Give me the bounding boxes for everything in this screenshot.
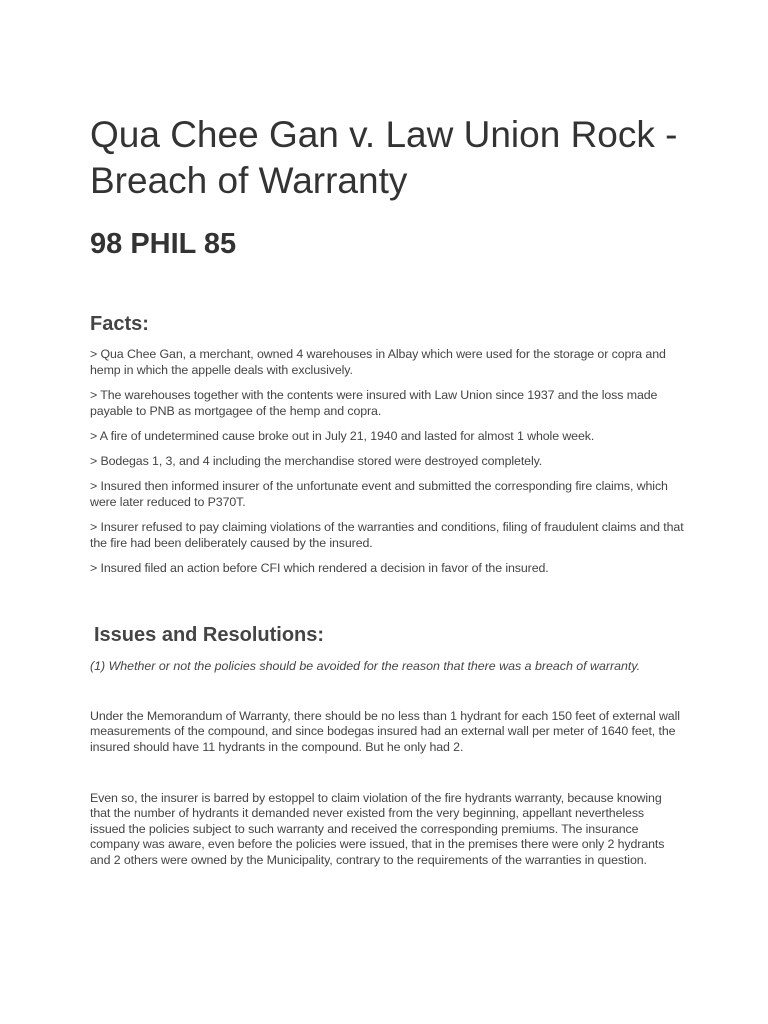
resolution-paragraph: Under the Memorandum of Warranty, there should be no less than 1 hydrant for each 150 feet of external wall measurements of the compound, and since bodegas insured had an external wall per meter of 1640 feet, the insured should have 11 hydrants in the compound. But he only had 2.: [90, 709, 680, 754]
fact-item: > Insurer refused to pay claiming violations of the warranties and conditions, filing of fraudulent claims and that the fire had been deliberately caused by the insured.: [90, 520, 684, 550]
fact-item: > Insured filed an action before CFI which rendered a decision in favor of the insured.: [90, 561, 549, 575]
issue-question: (1) Whether or not the policies should be avoided for the reason that there was a breach of warranty.: [90, 659, 641, 673]
facts-heading: Facts:: [90, 313, 149, 335]
facts-list: [90, 346, 690, 585]
fact-item: > A fire of undetermined cause broke out in July 21, 1940 and lasted for almost 1 whole week.: [90, 429, 595, 443]
fact-item: > Qua Chee Gan, a merchant, owned 4 warehouses in Albay which were used for the storage or copra and hemp in which the appelle deals with exclusively.: [90, 347, 666, 377]
fact-item: > Insured then informed insurer of the unfortunate event and submitted the corresponding fire claims, which were later reduced to P370T.: [90, 479, 668, 509]
case-citation: 98 PHIL 85: [90, 228, 237, 260]
fact-item: > The warehouses together with the contents were insured with Law Union since 1937 and the loss made payable to PNB as mortgagee of the hemp and copra.: [90, 388, 658, 418]
fact-item: > Bodegas 1, 3, and 4 including the merchandise stored were destroyed completely.: [90, 454, 543, 468]
issues-heading: Issues and Resolutions:: [94, 624, 325, 646]
resolution-paragraph: Even so, the insurer is barred by estoppel to claim violation of the fire hydrants warranty, because knowing that the number of hydrants it demanded never existed from the very beginning, appellant nevertheless issued the policies subject to such warranty and received the corresponding premiums. The insurance company was aware, even before the policies were issued, that in the premises there were only 2 hydrants and 2 others were owned by the Municipality, contrary to the requirements of the warranties in question.: [90, 791, 665, 867]
document-title: Qua Chee Gan v. Law Union Rock - Breach of Warranty: [90, 114, 678, 201]
